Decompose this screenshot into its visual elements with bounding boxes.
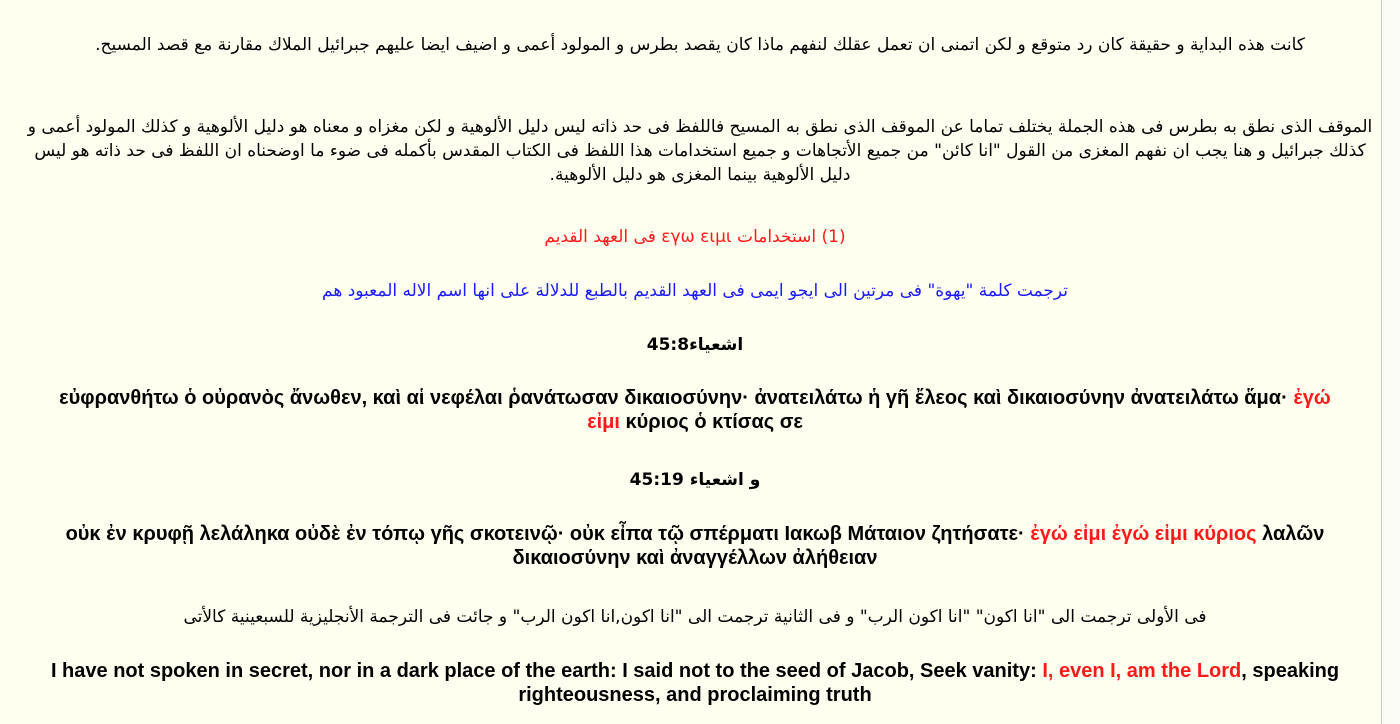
section-heading: (1) استخدامات εγω ειμι فى العهد القديم	[544, 227, 846, 247]
greek-verse-1-tail: κύριος ὁ κτίσας σε	[619, 411, 803, 433]
reference-isaiah-45-19: و اشعياء 45:19	[629, 470, 761, 490]
greek-verse-2	[40, 522, 1350, 570]
right-edge-panel	[1381, 0, 1400, 724]
english-verse-highlight: I, even I, am the Lord	[1042, 660, 1242, 682]
greek-verse-2-tail: λαλῶν δικαιοσύνην καὶ ἀναγγέλλων ἀλήθειαν	[512, 523, 1325, 569]
position-paragraph: الموقف الذى نطق به بطرس فى هذه الجملة يختلف تماما عن الموقف الذى نطق به المسيح فاللفظ فى حد ذاته ليس دليل الألوهية و لكن مغزاه و معناه هو دليل الألوهية و كذلك المولود أعمى و كذلك جبرائيل و هنا يجب ان نفهم المغزى من القول "انا كائن" من جميع الأتجاهات و جميع استخدامات هذا اللفظ فى الكتاب المقدس بأكمله فى ضوء ما اوضحناه ان اللفظ فى حد ذاته هو ليس دليل الألوهية بينما المغزى هو دليل الألوهية.	[27, 117, 1373, 185]
english-verse	[20, 659, 1370, 707]
reference-isaiah-45-8: اشعياء45:8	[646, 335, 744, 355]
greek-verse-1	[40, 386, 1350, 434]
translation-note: فى الأولى ترجمت الى "انا اكون" "انا اكون الرب" و فى الثانية ترجمت الى "انا اكون,انا اكون الرب" و جائت فى الترجمة الأنجليزية للسبعينية كالأتى	[183, 607, 1207, 627]
intro-paragraph: كانت هذه البداية و حقيقة كان رد متوقع و لكن اتمنى ان تعمل عقلك لنفهم ماذا كان يقصد بطرس و المولود أعمى و اضيف ايضا عليهم جبرائيل الملاك مقارنة مع قصد المسيح.	[95, 35, 1305, 55]
english-verse-text: I have not spoken in secret, nor in a dark place of the earth: I said not to the seed of Jacob, Seek vanity:	[50, 660, 1043, 682]
greek-verse-2-highlight: ἐγώ εἰμι ἐγώ εἰμι κύριος	[1030, 523, 1257, 545]
blue-note: ترجمت كلمة "يهوة" فى مرتين الى ايجو ايمى فى العهد القديم بالطبع للدلالة على انها اسم الاله المعبود هم	[322, 281, 1068, 301]
greek-verse-1-highlight: ἐγώ εἰμι	[587, 387, 1331, 433]
english-verse-tail: , speaking righteousness, and proclaiming truth	[518, 660, 1340, 706]
greek-verse-2-text: οὐκ ἐν κρυφῇ λελάληκα οὐδὲ ἐν τόπῳ γῆς σκοτεινῷ· οὐκ εἶπα τῷ σπέρματι Ιακωβ Μάταιον ζητήσατε·	[65, 523, 1031, 545]
greek-verse-1-text: εὐφρανθήτω ὁ οὐρανὸς ἄνωθεν, καὶ αἱ νεφέλαι ῥανάτωσαν δικαιοσύνην· ἀνατειλάτω ἡ γῆ ἔλεος καὶ δικαιοσύνην ἀνατειλάτω ἅμα·	[59, 387, 1294, 409]
